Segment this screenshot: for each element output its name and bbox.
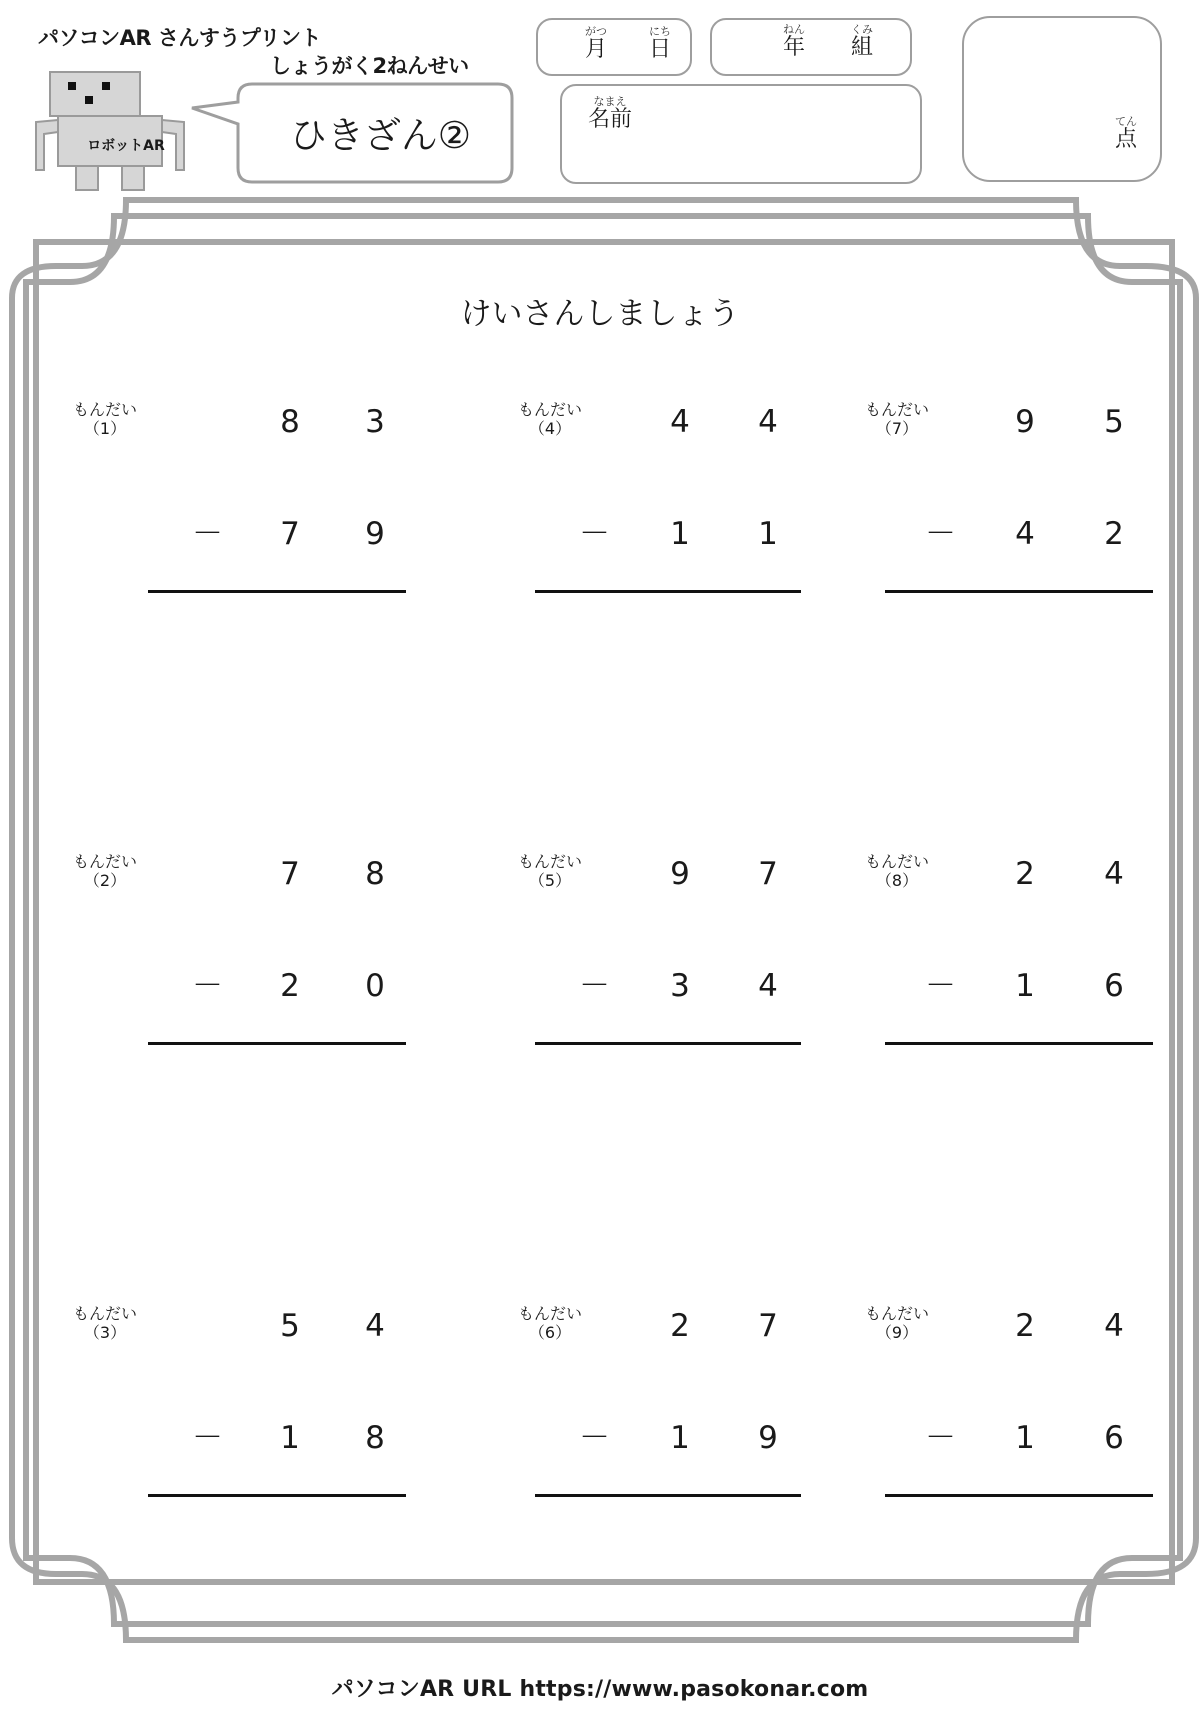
- problem-number: [852, 1304, 942, 1342]
- class-label: 組: [850, 35, 873, 60]
- minuend-ones: 7: [758, 1308, 778, 1344]
- problem-number: [60, 852, 150, 890]
- minuend-tens: 9: [1015, 404, 1035, 440]
- month-label: 月: [584, 37, 607, 62]
- problem-word: もんだい: [72, 1304, 137, 1323]
- subtrahend-tens: 7: [280, 516, 300, 552]
- class-field: [844, 24, 880, 60]
- class-field-box[interactable]: [710, 18, 912, 76]
- problem-2: [60, 852, 480, 1112]
- problem-7: [865, 400, 1200, 660]
- problem-index: （5）: [528, 871, 572, 890]
- answer-line[interactable]: [148, 590, 406, 593]
- subtrahend-tens: 3: [670, 968, 690, 1004]
- subtrahend-ones: 9: [758, 1420, 778, 1456]
- subtrahend-tens: 1: [280, 1420, 300, 1456]
- minuend-ones: 4: [758, 404, 778, 440]
- minus-sign: －: [192, 516, 223, 552]
- name-label: 名前: [587, 107, 632, 132]
- minuend-ones: 5: [1104, 404, 1124, 440]
- problem-1: [60, 400, 480, 660]
- month-field: [578, 26, 614, 62]
- name-field: [584, 96, 636, 132]
- minus-sign: －: [579, 1420, 610, 1456]
- minuend-tens: 2: [670, 1308, 690, 1344]
- problem-word: もんだい: [864, 1304, 929, 1323]
- name-ruby: なまえ: [593, 95, 627, 108]
- answer-line[interactable]: [535, 1042, 801, 1045]
- name-field-box[interactable]: [560, 84, 922, 184]
- minuend-tens: 2: [1015, 856, 1035, 892]
- minuend-tens: 8: [280, 404, 300, 440]
- problem-number: [505, 1304, 595, 1342]
- subtrahend-ones: 0: [365, 968, 385, 1004]
- problem-number: [505, 400, 595, 438]
- minuend-ones: 7: [758, 856, 778, 892]
- problem-word: もんだい: [72, 852, 137, 871]
- answer-line[interactable]: [885, 590, 1153, 593]
- problem-3: [60, 1304, 480, 1564]
- subtrahend-tens: 2: [280, 968, 300, 1004]
- subtrahend-ones: 6: [1104, 1420, 1124, 1456]
- footer-url: パソコンAR URL https://www.pasokonar.com: [331, 1677, 869, 1702]
- problem-8: [865, 852, 1200, 1112]
- problem-word: もんだい: [517, 400, 582, 419]
- minus-sign: －: [579, 968, 610, 1004]
- minus-sign: －: [192, 968, 223, 1004]
- problem-index: （9）: [875, 1323, 919, 1342]
- minuend-tens: 7: [280, 856, 300, 892]
- minus-sign: －: [579, 516, 610, 552]
- problem-index: （6）: [528, 1323, 572, 1342]
- problem-number: [852, 852, 942, 890]
- minus-sign: －: [925, 1420, 956, 1456]
- day-field: [642, 26, 678, 62]
- subtrahend-ones: 4: [758, 968, 778, 1004]
- minuend-tens: 5: [280, 1308, 300, 1344]
- brand-title: パソコンAR さんすうプリント: [38, 26, 321, 50]
- score-field: [1108, 116, 1144, 152]
- subtrahend-ones: 2: [1104, 516, 1124, 552]
- day-label: 日: [648, 37, 671, 62]
- subtrahend-tens: 4: [1015, 516, 1035, 552]
- problem-number: [505, 852, 595, 890]
- problem-index: （8）: [875, 871, 919, 890]
- score-label: 点: [1114, 127, 1137, 152]
- subtrahend-ones: 9: [365, 516, 385, 552]
- minuend-tens: 9: [670, 856, 690, 892]
- year-label: 年: [782, 35, 805, 60]
- score-field-box[interactable]: [962, 16, 1162, 182]
- minuend-ones: 8: [365, 856, 385, 892]
- subtrahend-tens: 1: [1015, 968, 1035, 1004]
- answer-line[interactable]: [535, 1494, 801, 1497]
- problem-word: もんだい: [72, 400, 137, 419]
- problem-word: もんだい: [864, 852, 929, 871]
- problem-number: [60, 400, 150, 438]
- worksheet-title: ひきざん②: [289, 114, 472, 157]
- answer-line[interactable]: [885, 1494, 1153, 1497]
- month-ruby: がつ: [585, 25, 607, 38]
- minuend-ones: 3: [365, 404, 385, 440]
- year-ruby: ねん: [783, 23, 805, 36]
- problem-index: （7）: [875, 419, 919, 438]
- minus-sign: －: [925, 516, 956, 552]
- answer-line[interactable]: [535, 590, 801, 593]
- minus-sign: －: [192, 1420, 223, 1456]
- robot-label: ロボットAR: [87, 138, 165, 154]
- subtrahend-tens: 1: [1015, 1420, 1035, 1456]
- answer-line[interactable]: [885, 1042, 1153, 1045]
- minuend-ones: 4: [1104, 1308, 1124, 1344]
- grade-label: しょうがく2ねんせい: [270, 54, 469, 78]
- answer-line[interactable]: [148, 1494, 406, 1497]
- minuend-ones: 4: [1104, 856, 1124, 892]
- problem-index: （1）: [83, 419, 127, 438]
- minus-sign: －: [925, 968, 956, 1004]
- subtrahend-ones: 1: [758, 516, 778, 552]
- minuend-ones: 4: [365, 1308, 385, 1344]
- problem-9: [865, 1304, 1200, 1564]
- problem-word: もんだい: [517, 1304, 582, 1323]
- minuend-tens: 2: [1015, 1308, 1035, 1344]
- problem-number: [60, 1304, 150, 1342]
- subtrahend-ones: 8: [365, 1420, 385, 1456]
- day-ruby: にち: [649, 25, 671, 38]
- subtrahend-ones: 6: [1104, 968, 1124, 1004]
- subtrahend-tens: 1: [670, 1420, 690, 1456]
- answer-line[interactable]: [148, 1042, 406, 1045]
- problem-index: （4）: [528, 419, 572, 438]
- subtrahend-tens: 1: [670, 516, 690, 552]
- problem-word: もんだい: [864, 400, 929, 419]
- problem-number: [852, 400, 942, 438]
- score-ruby: てん: [1115, 115, 1137, 128]
- problem-index: （2）: [83, 871, 127, 890]
- problem-index: （3）: [83, 1323, 127, 1342]
- instruction: けいさんしましょう: [460, 296, 740, 332]
- year-field: [776, 24, 812, 60]
- problem-word: もんだい: [517, 852, 582, 871]
- minuend-tens: 4: [670, 404, 690, 440]
- class-ruby: くみ: [851, 23, 873, 36]
- date-field-box[interactable]: [536, 18, 692, 76]
